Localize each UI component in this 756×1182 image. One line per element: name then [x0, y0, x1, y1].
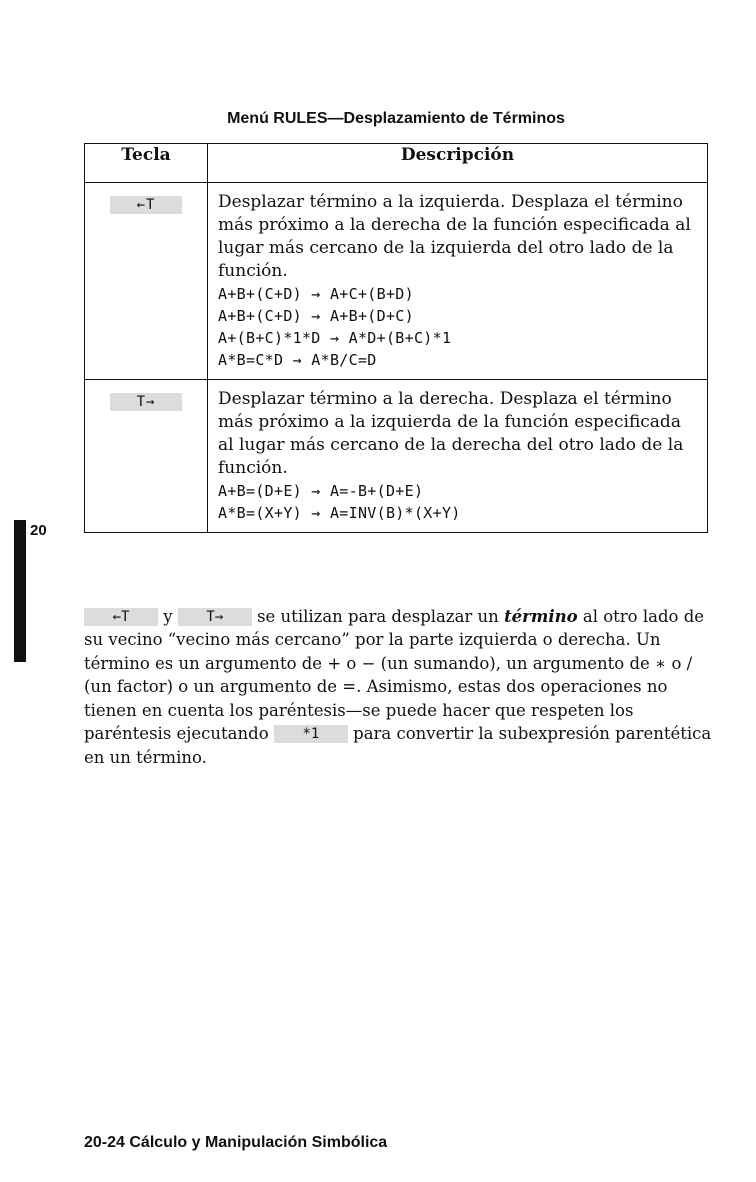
description-cell	[208, 183, 708, 380]
example-line: A*B=C*D → A*B/C=D	[218, 351, 377, 369]
key-cell	[85, 183, 208, 380]
move-term-left-key: ←T	[110, 196, 182, 214]
move-term-right-key: T→	[110, 393, 182, 411]
section-heading: Menú RULES—Desplazamiento de Términos	[227, 110, 565, 127]
paragraph-text: al otro lado de su vecino “vecino más cercano” por la parte izquierda o derecha. Un término es un argumento de + o − (un sumando), un argumento de ∗ o / (un factor) o un argumento de =. Asimismo, estas dos operaciones no tienen en cuenta los paréntesis—se puede hacer que respeten los paréntesis ejecutando	[84, 606, 705, 743]
move-term-left-key: ←T	[84, 608, 158, 626]
example-line: A*B=(X+Y) → A=INV(B)*(X+Y)	[218, 504, 461, 522]
header-description: Descripción	[208, 144, 708, 183]
row-description: Desplazar término a la derecha. Desplaza el término más próximo a la izquierda de la función especificada al lugar más cercano de la derecha del otro lado de la función.	[218, 389, 684, 478]
row-description: Desplazar término a la izquierda. Desplaza el término más próximo a la derecha de la función especificada al lugar más cercano de la izquierda del otro lado de la función.	[218, 192, 691, 281]
table-header-row	[85, 144, 708, 183]
paragraph-text: para convertir la subexpresión parentética en un término.	[84, 724, 712, 767]
multiply-one-key: *1	[274, 725, 348, 743]
description-cell	[208, 380, 708, 533]
example-line: A+B+(C+D) → A+B+(D+C)	[218, 307, 414, 325]
key-cell	[85, 380, 208, 533]
table-row	[85, 380, 708, 533]
chapter-tab-bar	[14, 520, 26, 662]
example-line: A+B+(C+D) → A+C+(B+D)	[218, 285, 414, 303]
header-key: Tecla	[85, 144, 208, 183]
move-term-right-key: T→	[178, 608, 252, 626]
rules-table	[84, 143, 708, 533]
page-footer: 20-24 Cálculo y Manipulación Simbólica	[84, 1134, 388, 1151]
table-row	[85, 183, 708, 380]
paragraph-connector: y	[163, 606, 173, 626]
example-line: A+(B+C)*1*D → A*D+(B+C)*1	[218, 329, 452, 347]
body-paragraph	[84, 605, 712, 770]
example-line: A+B=(D+E) → A=-B+(D+E)	[218, 482, 424, 500]
chapter-tab-number: 20	[30, 522, 47, 539]
paragraph-text: se utilizan para desplazar un	[257, 606, 499, 626]
emphasized-term: término	[504, 606, 578, 626]
